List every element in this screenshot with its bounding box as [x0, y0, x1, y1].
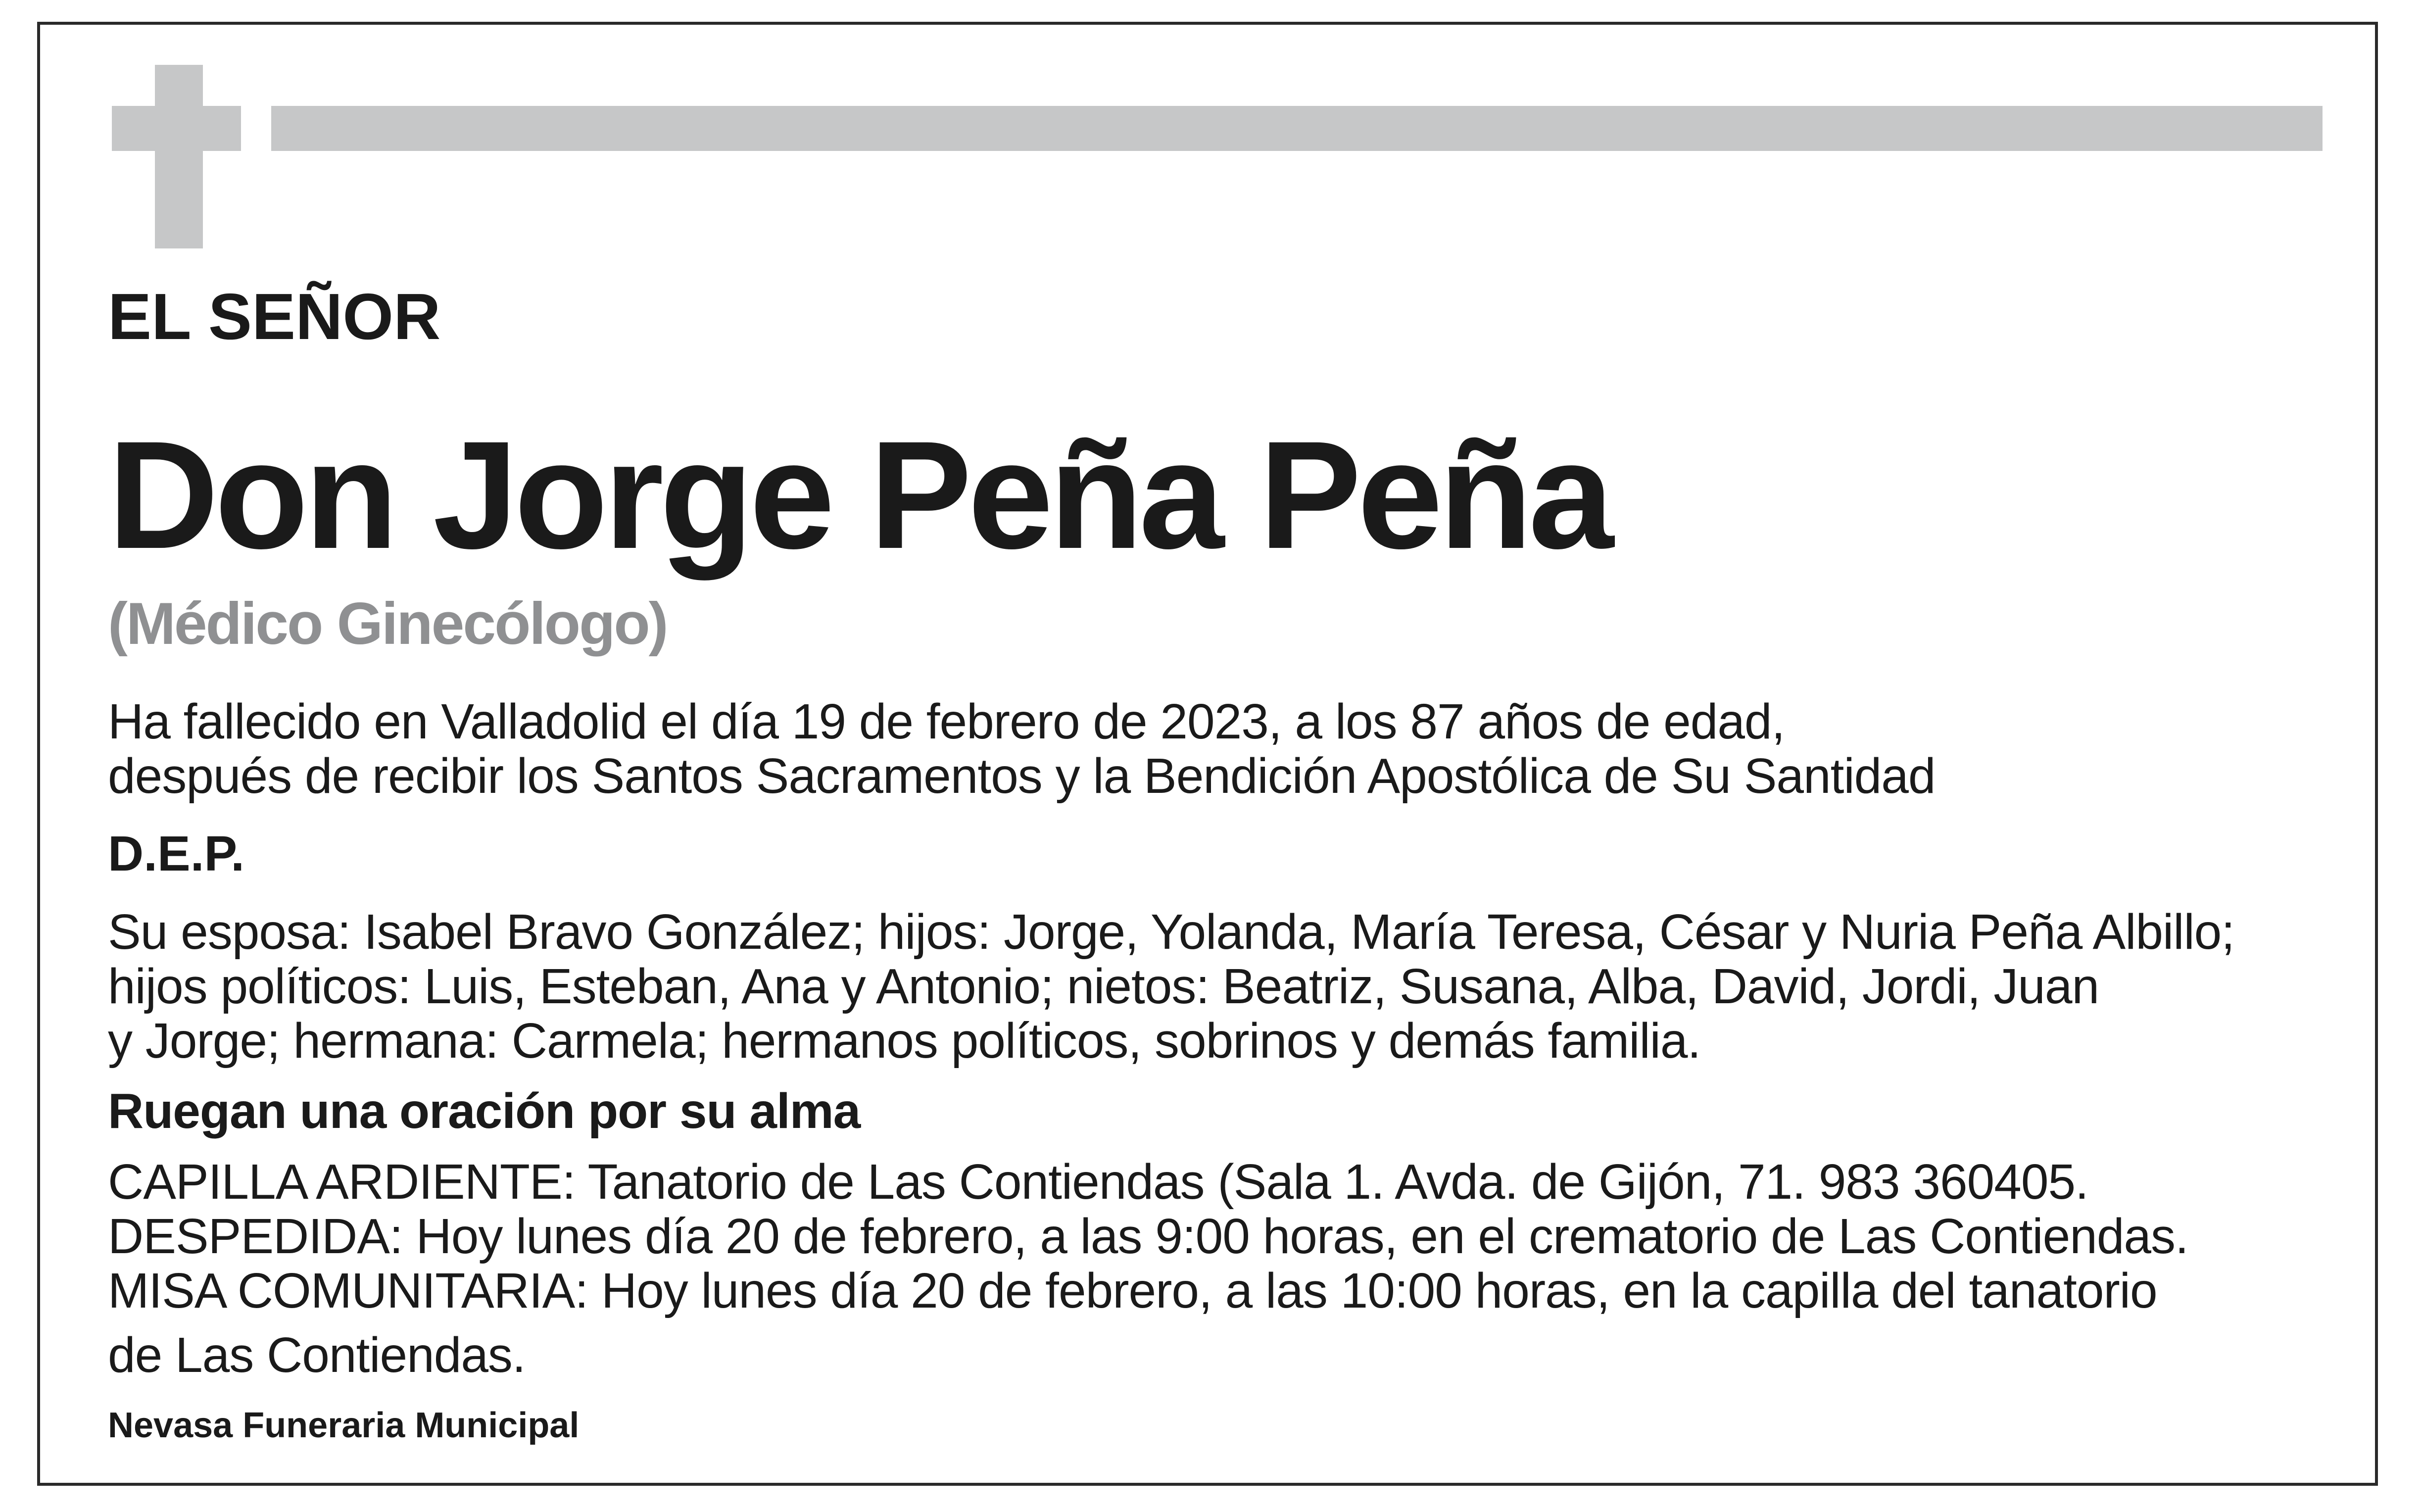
announcement-line: Ha fallecido en Valladolid el día 19 de febrero de 2023, a los 87 años de edad,	[108, 694, 1785, 749]
family-line: Su esposa: Isabel Bravo González; hijos: Jorge, Yolanda, María Teresa, César y Nuria Peña Albillo;	[108, 904, 2235, 960]
deceased-name: Don Jorge Peña Peña	[108, 409, 1610, 581]
ceremony-line: CAPILLA ARDIENTE: Tanatorio de Las Contiendas (Sala 1. Avda. de Gijón, 71. 983 360405.	[108, 1154, 2088, 1210]
ceremony-line: MISA COMUNITARIA: Hoy lunes día 20 de febrero, a las 10:00 horas, en la capilla del tanatorio	[108, 1263, 2157, 1318]
cross-horizontal-bar	[112, 106, 241, 151]
profession-subtitle: (Médico Ginecólogo)	[108, 590, 667, 657]
ceremony-line: de Las Contiendas.	[108, 1327, 526, 1383]
family-line: y Jorge; hermana: Carmela; hermanos políticos, sobrinos y demás familia.	[108, 1013, 1701, 1069]
family-line: hijos políticos: Luis, Esteban, Ana y Antonio; nietos: Beatriz, Susana, Alba, David, Jordi, Juan	[108, 959, 2099, 1014]
funeral-home-credit: Nevasa Funeraria Municipal	[108, 1406, 580, 1445]
honorific-heading: EL SEÑOR	[108, 280, 441, 353]
announcement-line: después de recibir los Santos Sacramentos y la Bendición Apostólica de Su Santidad	[108, 748, 1936, 804]
ceremony-line: DESPEDIDA: Hoy lunes día 20 de febrero, a las 9:00 horas, en el crematorio de Las Contiendas.	[108, 1209, 2188, 1264]
header-divider-bar	[271, 106, 2323, 151]
cross-vertical-bar	[155, 65, 203, 248]
prayer-request: Ruegan una oración por su alma	[108, 1083, 861, 1139]
dep-label: D.E.P.	[108, 826, 245, 881]
